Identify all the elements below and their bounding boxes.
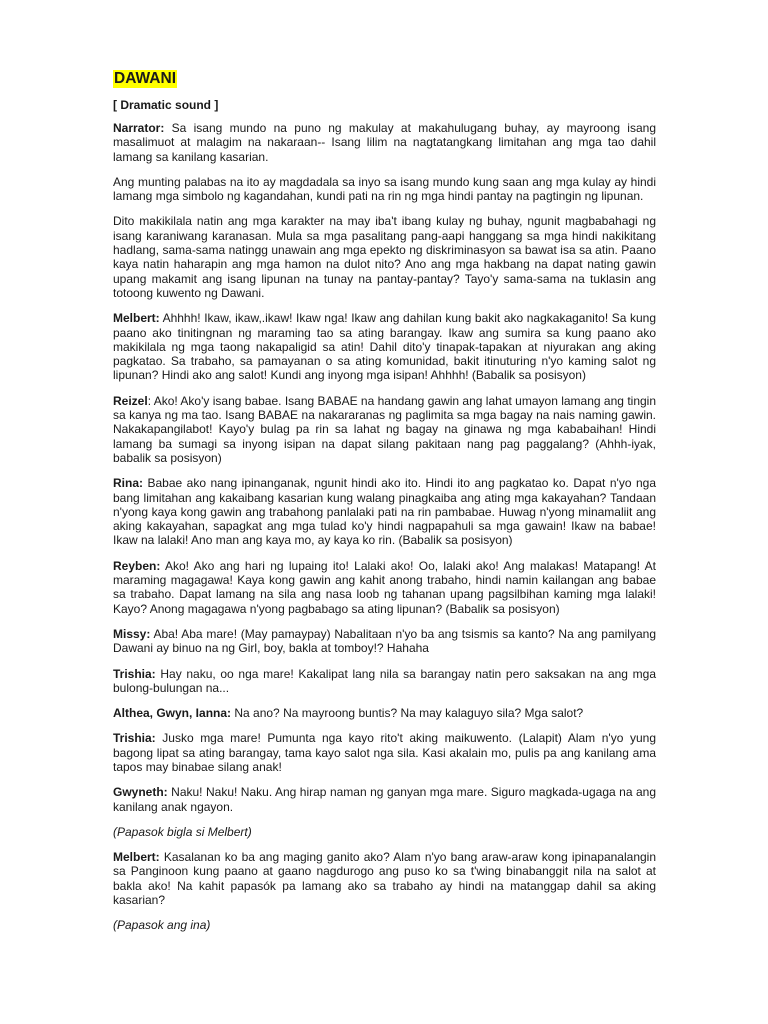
- dialogue-text: Ako! Ako ang hari ng lupaing ito! Lalaki ako! Oo, lalaki ako! Ang malakas! Matapang! At maraming magagawa! Kaya kong gawin ang kahit anong trabaho, hindi namin kailangan ang babae sa trabaho. Dapat lamang na sila ang nasa loob ng tahanan upang pagsilbihan kaming mga lalaki! Kayo? Anong magagawa n'yong pagbabago sa ating lipunan? (Babalik sa posisyon): [113, 558, 656, 616]
- dialogue-text: Babae ako nang ipinanganak, ngunit hindi ako ito. Hindi ito ang pagkatao ko. Dapat n'yo nga bang limitahan ang kakaibang kasarian kung walang pinagkaiba ang ating mga kakayahan? Tandaan n'yong kaya kong gawin ang trabahong panlalaki pati na rin pambabae. Huwag n'yong minamaliit ang aking kakayahan, sapagkat ang mga tulad ko'y hindi nagpapahuli sa mga gawain! Ikaw na babae! Ikaw na lalaki! Ano man ang kaya mo, ay kaya ko rin. (Babalik sa posisyon): [113, 476, 656, 548]
- speaker-name: Melbert:: [113, 311, 160, 326]
- stage-direction-heading: [ Dramatic sound ]: [113, 98, 219, 112]
- dialogue-text: Na ano? Na mayroong buntis? Na may kalaguyo sila? Mga salot?: [231, 706, 584, 721]
- stage-direction: (Papasok ang ina): [113, 918, 211, 933]
- speaker-name: Gwyneth:: [113, 785, 168, 800]
- script-paragraph: [113, 121, 656, 164]
- dialogue-text: : Ako! Ako'y isang babae. Isang BABAE na handang gawin ang lahat umayon lamang ang tingin sa kanya ng ma tao. Isang BABAE na nakararanas ng paglimita sa mga bagay na nais naming gawin. Nakakapangilabot! Kayo'y bulag pa rin sa lahat ng bagay na ginawa ng mga kababaihan! Hindi lamang ba sumagi sa inyong isipan na dapat silang pakitaan nang pag paggalang? (Ahhh-iyak, babalik sa posisyon): [113, 393, 656, 465]
- speaker-name: Melbert:: [113, 850, 160, 865]
- script-paragraph: [113, 311, 656, 382]
- speaker-name: Reyben:: [113, 558, 161, 573]
- speaker-name: Narrator:: [113, 121, 165, 135]
- script-paragraph: [113, 175, 656, 204]
- narration-text: Ang munting palabas na ito ay magdadala sa inyo sa isang mundo kung saan ang mga kulay ay hindi lamang mga simbolo ng kagandahan, kundi pati na rin ng mga hindi pantay na pagtingin ng lipunan.: [113, 174, 656, 204]
- dialogue-text: Ahhhh! Ikaw, ikaw,.ikaw! Ikaw nga! Ikaw ang dahilan kung bakit ako nagkakaganito! Sa kung paano ako tinitingnan ng maraming tao sa ating barangay. Ikaw ang sumira sa kung paano ako makikilala ng mga taong nakapaligid sa atin! Dahil dito'y tinapak-tapakan at niyurakan ang aking pagkatao. Sa trabaho, sa pamayanan o sa ating komunidad, bakit itinuturing n'yo kaming salot ng lipunan? Hindi ako ang salot! Kundi ang inyong mga isipan! Ahhhh! (Babalik sa posisyon): [113, 311, 656, 383]
- narration-text: Dito makikilala natin ang mga karakter na may iba't ibang kulay ng buhay, ngunit magbabahagi ng isang karaniwang karanasan. Mula sa mga pasalitang pang-aapi hanggang sa mga hindi nakikitang hadlang, sama-sama natingg unawain ang mga epekto ng diskriminasyon sa bawat isa sa atin. Paano kaya natin haharapin ang mga hamon na dulot nito? Ano ang mga hakbang na dapat nating gawin upang makamit ang isang lipunan na tunay na pantay-pantay? Tayo'y sama-sama na tuklasin ang totoong kuwento ng Dawani.: [113, 214, 656, 300]
- speaker-name: Rina:: [113, 476, 143, 491]
- speaker-name: Althea, Gwyn, Ianna:: [113, 706, 232, 721]
- document-title: DAWANI: [114, 70, 176, 87]
- script-paragraph: [113, 214, 656, 300]
- dialogue-text: Naku! Naku! Naku. Ang hirap naman ng ganyan mga mare. Siguro magkada-ugaga na ang kanilang anak ngayon.: [113, 785, 656, 814]
- stage-direction: (Papasok bigla si Melbert): [113, 824, 252, 839]
- dialogue-text: Kasalanan ko ba ang maging ganito ako? Alam n'yo bang araw-araw kong ipinapanalangin sa Panginoon kung paano at gaano nagdurogo ang puso ko sa t'wing binabanggit nila na salot at bakla ako! Na kahit papasók pa lamang ako sa trabaho ay hindi na matanggap dahil sa aking kasarian?: [113, 850, 656, 908]
- dialogue-text: Jusko mga mare! Pumunta nga kayo rito't aking maikuwento. (Lalapit) Alam n'yo yung bagong lipat sa ating barangay, tama kayo salot nga sila. Kasi akalain mo, pulis pa ang kanilang ama tapos may binabae silang anak!: [113, 731, 656, 774]
- script-paragraph: [113, 559, 656, 616]
- script-paragraph: [113, 667, 656, 696]
- script-paragraph: [113, 706, 656, 720]
- script-paragraph: [113, 850, 656, 907]
- script-paragraph: [113, 731, 656, 774]
- script-paragraph: [113, 394, 656, 465]
- speaker-name: Trishia:: [113, 666, 156, 681]
- speaker-name: Trishia:: [113, 731, 156, 746]
- speaker-name: Reizel: [113, 393, 148, 408]
- dialogue-text: Aba! Aba mare! (May pamaypay) Nabalitaan n'yo ba ang tsismis sa kanto? Na ang pamilyang Dawani ay binuo na ng Girl, boy, bakla at tomboy!? Hahaha: [113, 626, 656, 656]
- script-paragraph: [113, 785, 656, 814]
- script-paragraph: [113, 476, 656, 547]
- dialogue-text: Hay naku, oo nga mare! Kakalipat lang nila sa barangay natin pero saksakan na ang mga bulong-bulungan na...: [113, 666, 656, 695]
- speaker-name: Missy:: [113, 626, 151, 641]
- script-paragraph: [113, 627, 656, 656]
- dialogue-text: Sa isang mundo na puno ng makulay at makahulugang buhay, ay mayroong isang masalimuot at malagim na nakaraan-- Isang lilim na nagtatangkang limitahan ang mga tao dahil lamang sa kanilang kasarian.: [113, 121, 656, 164]
